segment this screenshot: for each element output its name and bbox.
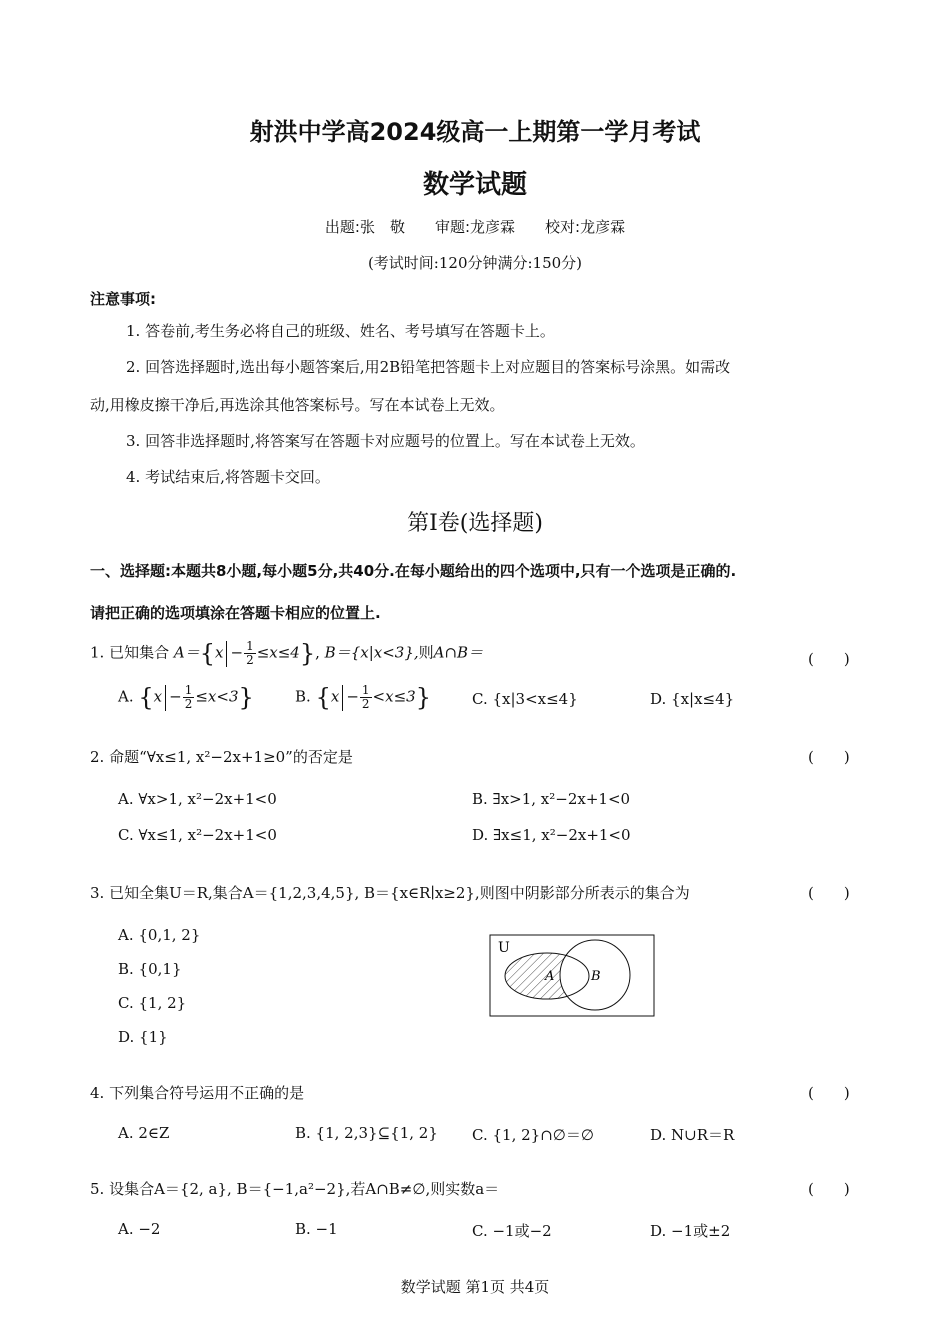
- q1-opt-b-lbrace: {: [315, 683, 331, 712]
- q1-opt-b-den: 2: [361, 697, 370, 711]
- note-2-line-1: 2. 回答选择题时,选出每小题答案后,用2B铅笔把答题卡上对应题目的答案标号涂黑。如需改: [126, 358, 731, 376]
- q1-frac-num: 1: [246, 639, 254, 653]
- q1-opt-b-tail: <x≤3: [372, 687, 416, 706]
- q1-opt-a-fraction: [183, 684, 195, 711]
- section-instructions-line-1: 一、选择题:本题共8小题,每小题5分,共40分.在每小题给出的四个选项中,只有一个选项是正确的.: [90, 562, 737, 580]
- q1-opt-b-rbrace: }: [415, 683, 431, 712]
- q1-opt-a-label: A.: [118, 687, 134, 706]
- q1-opt-a-rbrace: }: [238, 683, 254, 712]
- q4-option-b: B. {1, 2,3}⊆{1, 2}: [295, 1124, 438, 1142]
- part-title: 第Ⅰ卷(选择题): [407, 511, 543, 536]
- q1-x: x: [215, 643, 224, 662]
- question-5-stem: 5. 设集合A＝{2, a}, B＝{−1,a²−2},若A∩B≠∅,则实数a＝: [90, 1180, 500, 1198]
- q4-option-c: C. {1, 2}∩∅＝∅: [472, 1126, 594, 1144]
- notes-heading: 注意事项:: [90, 290, 156, 308]
- q3-option-c: C. {1, 2}: [118, 994, 187, 1012]
- q5-option-a: A. −2: [118, 1220, 161, 1238]
- q3-answer-paren: ( ): [808, 884, 850, 902]
- exam-title: 射洪中学高2024级高一上期第一学月考试: [249, 118, 701, 146]
- q1-number: 1.: [90, 643, 105, 662]
- q1-cap: A∩B＝: [433, 643, 484, 662]
- staff-line: 出题:张 敬 审题:龙彦霖 校对:龙彦霖: [324, 218, 626, 236]
- q1-opt-b-num: 1: [361, 683, 370, 697]
- q3-option-a: A. {0,1, 2}: [118, 926, 201, 944]
- note-2-line-2: 动,用橡皮擦干净后,再选涂其他答案标号。写在本试卷上无效。: [90, 396, 505, 414]
- q1-left-brace: {: [199, 639, 216, 668]
- q1-frac-den: 2: [246, 653, 254, 667]
- q4-answer-paren: ( ): [808, 1084, 850, 1102]
- q5-option-c: C. −1或−2: [472, 1222, 552, 1240]
- q1-cond: ≤x≤4: [256, 643, 300, 662]
- venn-label-a: A: [545, 969, 555, 984]
- q1-neg: −: [230, 643, 244, 662]
- q1-opt-a-num: 1: [184, 683, 193, 697]
- q5-option-b: B. −1: [295, 1220, 338, 1238]
- q1-option-a: [118, 684, 254, 711]
- q1-answer-paren: ( ): [808, 650, 850, 668]
- question-1-stem: 1. 已知集合 A＝{x − $\frac{1}{2}$ ≤x≤4}, B＝{x|x<3},则A∩B＝: [90, 639, 484, 668]
- q1-stem-a: 已知集合: [109, 643, 170, 662]
- q1-option-c: C. {x|3<x≤4}: [472, 690, 578, 708]
- q1-set-bar: [226, 641, 227, 667]
- note-1: 1. 答卷前,考生务必将自己的班级、姓名、考号填写在答题卡上。: [126, 322, 555, 340]
- q1-opt-b-x: x: [330, 687, 340, 706]
- q1-opt-a-x: x: [153, 687, 163, 706]
- q1-opt-a-den: 2: [184, 697, 193, 711]
- q1-opt-a-bar: [165, 685, 166, 711]
- q1-opt-b-label: B.: [295, 687, 311, 706]
- q1-stem-b: 则: [418, 643, 434, 662]
- q3-option-b: B. {0,1}: [118, 960, 182, 978]
- q2-option-c: C. ∀x≤1, x²−2x+1<0: [118, 826, 277, 844]
- q5-option-d: D. −1或±2: [650, 1222, 731, 1240]
- section-instructions-line-2: 请把正确的选项填涂在答题卡相应的位置上.: [90, 604, 381, 622]
- q5-answer-paren: ( ): [808, 1180, 850, 1198]
- q4-option-a: A. 2∈Z: [118, 1124, 170, 1142]
- note-4: 4. 考试结束后,将答题卡交回。: [126, 468, 330, 486]
- q1-opt-a-lbrace: {: [138, 683, 154, 712]
- q1-opt-a-tail: ≤x<3: [195, 687, 239, 706]
- exam-time-info: (考试时间:120分钟满分:150分): [367, 254, 583, 272]
- q2-answer-paren: ( ): [808, 748, 850, 766]
- q1-opt-b-fraction: [360, 684, 372, 711]
- q1-fraction: [244, 640, 256, 667]
- q4-option-d: D. N∪R＝R: [650, 1126, 735, 1144]
- q1-opt-b-neg: −: [346, 687, 359, 706]
- q1-opt-b-bar: [342, 685, 343, 711]
- subject-title: 数学试题: [422, 170, 527, 200]
- venn-label-b: B: [591, 969, 601, 984]
- question-3-stem: 3. 已知全集U＝R,集合A＝{1,2,3,4,5}, B＝{x∈R∣x≥2},则图中阴影部分所表示的集合为: [90, 884, 690, 902]
- note-3: 3. 回答非选择题时,将答案写在答题卡对应题号的位置上。写在本试卷上无效。: [126, 432, 645, 450]
- venn-label-u: U: [498, 940, 510, 956]
- venn-diagram: [488, 932, 658, 1020]
- q2-option-d: D. ∃x≤1, x²−2x+1<0: [472, 826, 631, 844]
- q1-opt-a-neg: −: [169, 687, 182, 706]
- question-2-stem: 2. 命题“∀x≤1, x²−2x+1≥0”的否定是: [90, 748, 353, 766]
- q3-option-d: D. {1}: [118, 1028, 168, 1046]
- q1-a-lead: A＝: [173, 643, 200, 662]
- q1-b-set: B＝{x|x<3},: [324, 643, 419, 662]
- question-4-stem: 4. 下列集合符号运用不正确的是: [90, 1084, 305, 1102]
- q1-right-brace: }: [299, 639, 316, 668]
- q1-option-b: [295, 684, 431, 711]
- q1-option-d: D. {x|x≤4}: [650, 690, 735, 708]
- q2-option-a: A. ∀x>1, x²−2x+1<0: [118, 790, 277, 808]
- page-footer: 数学试题 第1页 共4页: [400, 1278, 550, 1296]
- q2-option-b: B. ∃x>1, x²−2x+1<0: [472, 790, 631, 808]
